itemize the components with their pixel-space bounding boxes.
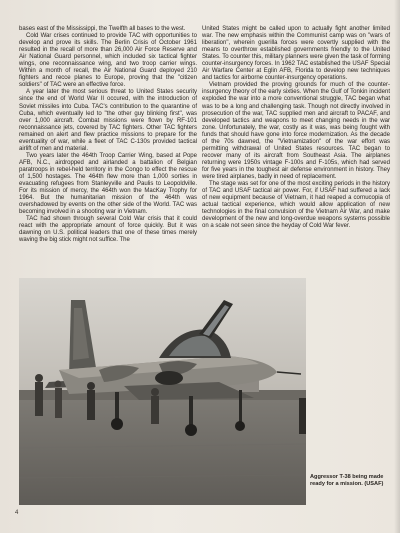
photo-caption: Aggressor T-38 being made ready for a mission. (USAF) (310, 474, 384, 487)
paragraph: The stage was set for one of the most exciting periods in the history of TAC and USAF tactical air power. For, if USAF had suffered a lack of new equipment because of Vietnam, it had reaped a cornucopia of actual tactical experience, which would allow application of new technologies in the final convulsion of the Vietnam Air War, and make development of the new and long-overdue weapons systems possible on a scale not seen since the heyday of Cold War fever. (202, 181, 390, 230)
right-text-column (202, 26, 390, 230)
paragraph: TAC had shown through several Cold War crisis that it could react with the appropriate amount of force quickly. But it was dawning on U.S. political leaders that one of these times merely waving the big stick might not suffice. The (19, 216, 197, 244)
paragraph: United States might be called upon to actually fight another limited war. The new emphasis within the Communist camp was on "wars of liberation", wherein guerilla forces were covertly supplied with the means to overthrow established governments friendly to the United States. To counter this, military planners were given the task of forming counter-insurgency forces. In 1962 TAC established the USAF Special Air Warfare Center at Eglin AFB, Florida to develop new techniques and tactics for airborne counter-insurgency operations. (202, 26, 390, 82)
paragraph: bases east of the Mississippi, the Twelfth all bases to the west. (19, 26, 186, 32)
page-number: 4 (15, 510, 19, 516)
paragraph: Vietnam provided the proving grounds for much of the counter-insurgency theory of the early sixties. When the Gulf of Tonkin incident exploded the war into a more conventional struggle, TAC began what was to be a long and challenging task. Though not directly involved in prosecution of the war, TAC supplied men and aircraft to PACAF, and developed tactics and weapons to meet changing needs in the war zone. Unfortunately, the war, costly as it was, was being fought with funds that should have gone into force modernization. As the decade of the 70s dawned, the "Vietnamization" of the war effort was permitting withdrawal of United States resources. TAC began to recover many of its aircraft from Southeast Asia. The airplanes returning were 1950s vintage F-100s and F-105s, which had served for five years in the toughest air defense environment in history. They were tired airplanes, badly in need of replacement. (202, 82, 390, 180)
aircraft-photo (19, 278, 306, 505)
paragraph: Cold War crises continued to provide TAC with opportunities to develop and prove its skills. The Berlin Crisis of October 1961 resulted in the recall of more than 26,000 Air Force Reserve and Air National Guard personnel, which included six tactical fighter wings, one reconnaissance wing, and two troop carrier wings. Within a month of recall, the Air National Guard deployed 210 fighters and recce planes to Europe, proving that the "citizen soldiers" of TAC were an effective force. (19, 33, 197, 89)
page-binding-shadow (394, 0, 400, 533)
paragraph: Two years later the 464th Troop Carrier Wing, based at Pope AFB, N.C., airdropped and airlanded a battalion of Belgian paratroops in rebel-held territory in the Congo to effect the rescue of 1,500 hostages. The 464th flew more than 1,000 sorties in evacuating refugees from Stanleyville and Paulis to Leopoldville. For its mission of mercy, the 464th won the MacKay Trophy for 1964. But the humanitarian mission of the 464th was overshadowed by events on the other side of the World. TAC was becoming involved in a shooting war in Vietnam. (19, 152, 197, 216)
paragraph: A year later the most serious threat to United States security since the end of World War II occured, with the introduction of Soviet missiles into Cuba. TAC's contribution to the quarantine of Cuba, which eventually led to "the other guy blinking first", was over 1,000 aircraft. Combat missions were flown by RF-101 reconnaissance jets, covered by TAC fighters. Other TAC fighters remained on alert and flew practice missions to prepare for the eventuality of war, while a fleet of TAC C-130s provided tactical airlift of men and material. (19, 89, 197, 152)
t38-jet-illustration (19, 278, 306, 505)
left-text-column (19, 26, 197, 244)
